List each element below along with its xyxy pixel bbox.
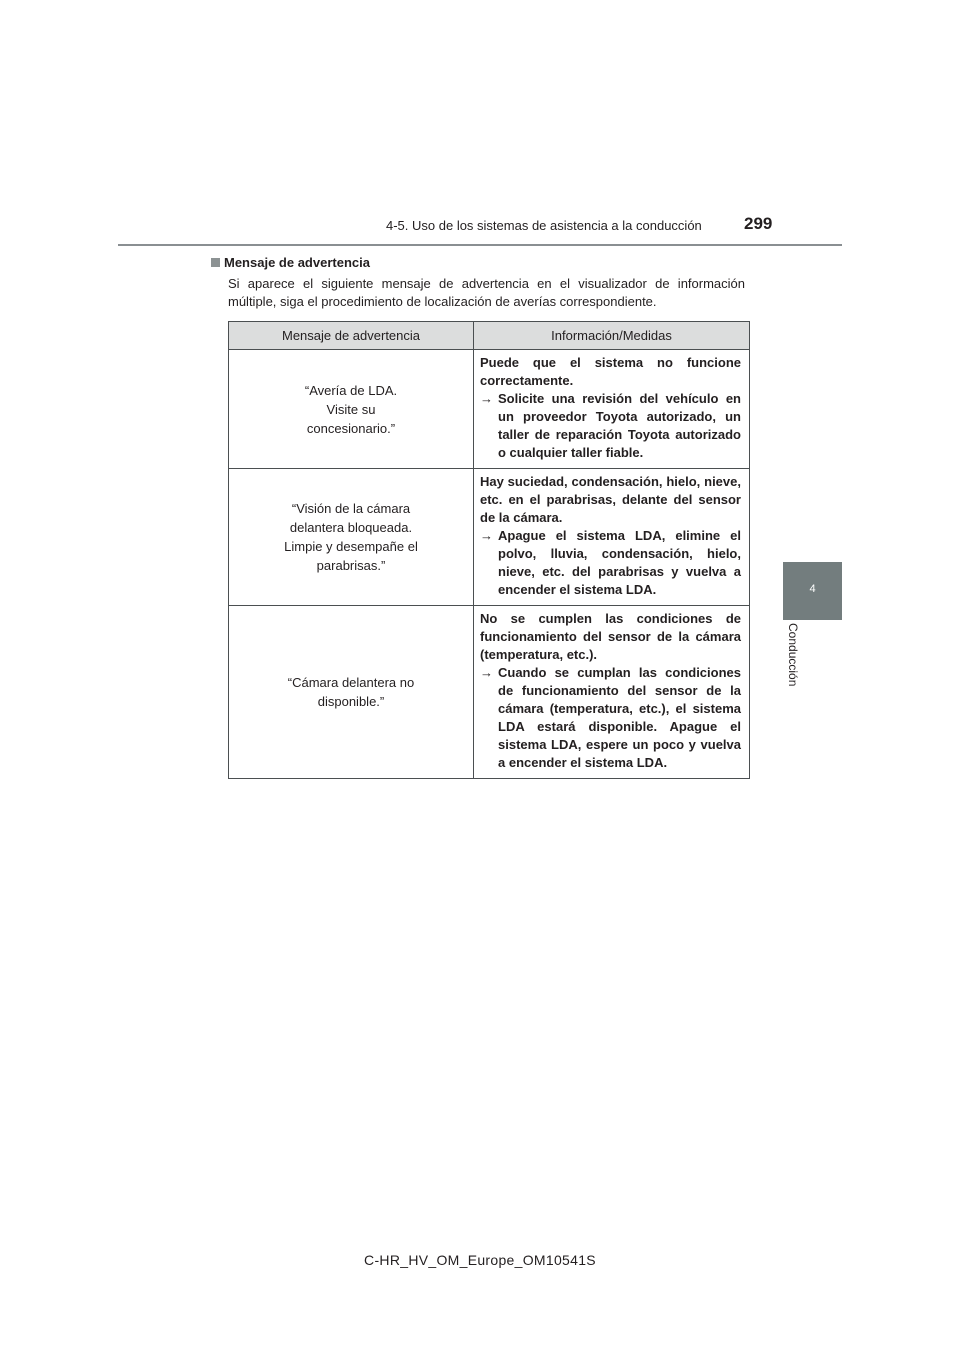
arrow-right-icon: → (480, 391, 493, 406)
chapter-tab-number: 4 (809, 583, 816, 595)
info-cell (474, 606, 750, 779)
document-code: C-HR_HV_OM_Europe_OM10541S (364, 1252, 596, 1268)
square-bullet-icon (211, 258, 220, 267)
header-section-title: 4-5. Uso de los sistemas de asistencia a la conducción (386, 218, 702, 233)
warning-message-cell (229, 606, 474, 779)
column-header-info: Información/Medidas (474, 322, 750, 350)
section-heading (211, 255, 370, 270)
warning-message-cell (229, 350, 474, 469)
info-cell (474, 469, 750, 606)
section-heading-text: Mensaje de advertencia (224, 255, 370, 270)
arrow-right-icon: → (480, 665, 493, 680)
page-number: 299 (744, 214, 773, 233)
chapter-label-text: Conducción (786, 623, 800, 687)
table-row (229, 350, 750, 469)
message-line: Visite su (326, 401, 376, 417)
intro-paragraph: Si aparece el siguiente mensaje de advertencia en el visualizador de información múltiple, siga el procedimiento de localización de averías correspondiente. (228, 276, 745, 309)
action-text: Cuando se cumplan las condiciones de funcionamiento del sensor de la cámara (temperatura, etc.), el sistema LDA estará disponible. Apague el sistema LDA, espere un poco y vuelva a encender el sistema LDA. (498, 665, 741, 770)
action-text: Solicite una revisión del vehículo en un proveedor Toyota autorizado, un taller de reparación Toyota autorizado o cualquier taller fiable. (498, 391, 741, 460)
info-text: Hay suciedad, condensación, hielo, nieve, etc. en el parabrisas, delante del sensor de la cámara. (480, 474, 741, 525)
info-cell (474, 350, 750, 469)
arrow-right-icon: → (480, 528, 493, 543)
message-line: concesionario.” (306, 420, 396, 436)
header-divider (118, 244, 842, 246)
message-line: delantera bloqueada. (289, 520, 413, 535)
message-line: Limpie y desempañe el (284, 539, 418, 554)
info-text: Puede que el sistema no funcione correctamente. (480, 355, 741, 388)
table-header-row (229, 322, 750, 350)
warning-message-cell (229, 469, 474, 606)
info-text: No se cumplen las condiciones de funcionamiento del sensor de la cámara (temperatura, etc.). (480, 611, 741, 662)
table-row (229, 606, 750, 779)
column-header-message: Mensaje de advertencia (229, 322, 474, 350)
action-item (480, 390, 741, 462)
message-line: “Avería de LDA. (304, 382, 398, 398)
action-text: Apague el sistema LDA, elimine el polvo, lluvia, condensación, hielo, nieve, etc. del parabrisas y vuelva a encender el sistema LDA. (498, 528, 741, 597)
chapter-tab[interactable] (783, 562, 842, 620)
message-line: disponible.” (317, 694, 385, 709)
warning-message-table (228, 321, 750, 779)
action-item (480, 664, 741, 772)
message-line: “Cámara delantera no (287, 675, 415, 690)
chapter-label (786, 623, 806, 703)
message-line: parabrisas.” (316, 558, 386, 573)
table-row (229, 469, 750, 606)
action-item (480, 527, 741, 599)
message-line: “Visión de la cámara (291, 501, 411, 516)
